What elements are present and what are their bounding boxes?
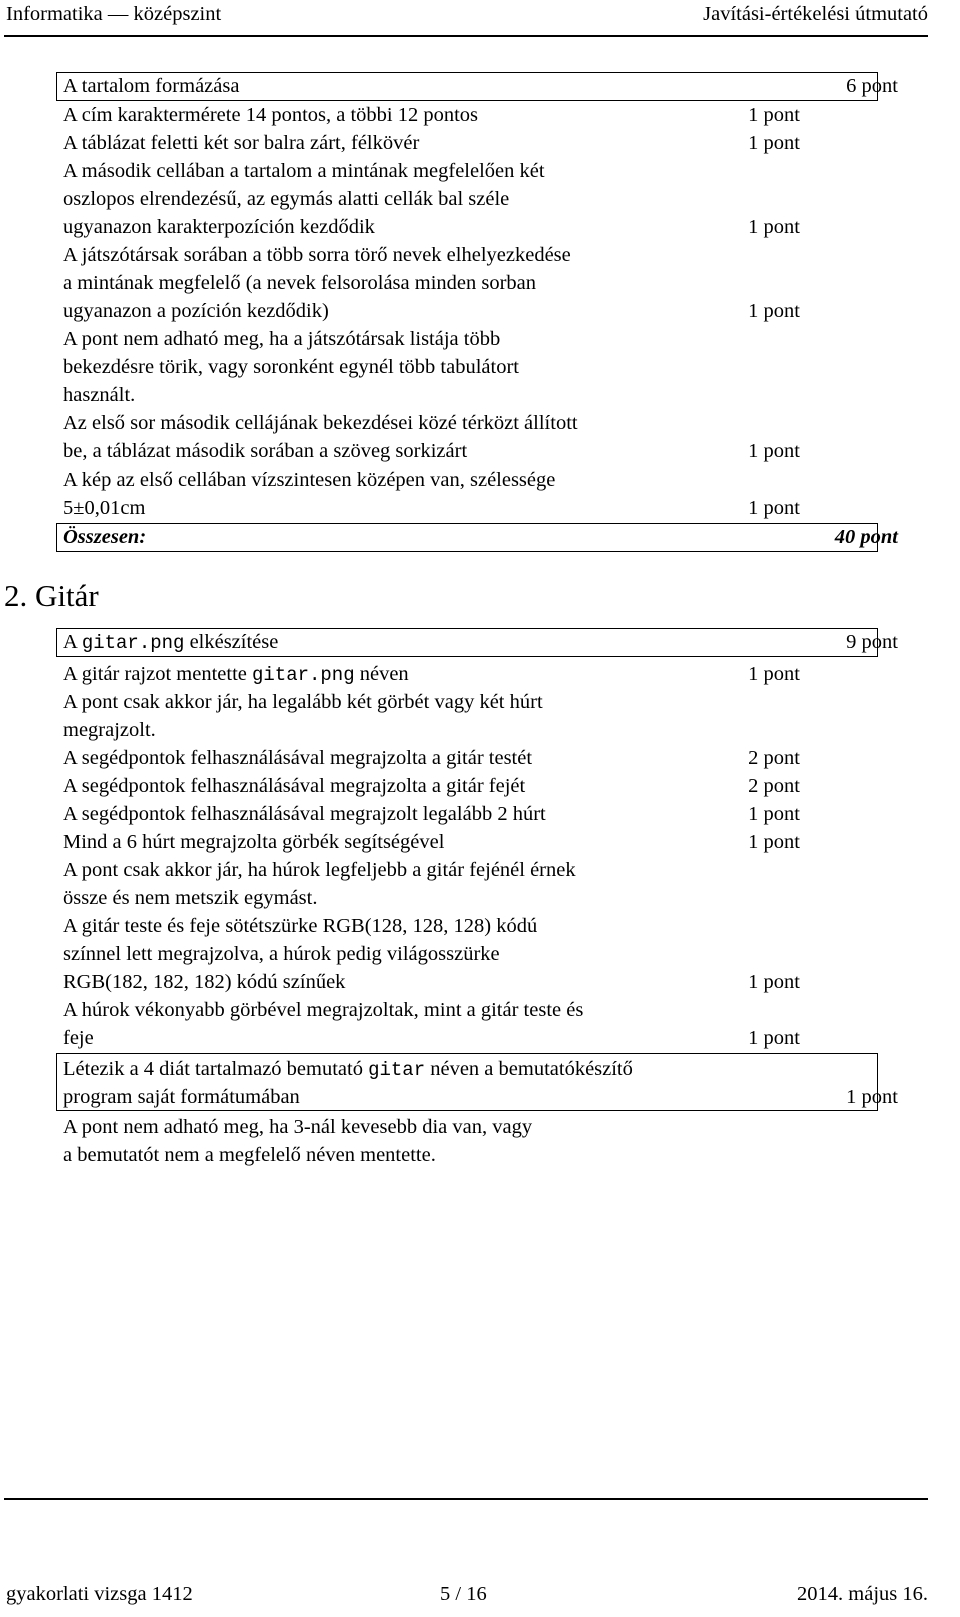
block1-line: használt. <box>63 384 136 406</box>
block1-line: Az első sor második cellájának bekezdései közé térközt állított <box>63 412 578 434</box>
block1-line: ugyanazon karakterpozíción kezdődik <box>63 216 375 238</box>
block2-points: 1 pont <box>748 831 800 853</box>
block1-heading-points: 6 pont <box>846 75 898 97</box>
block1-line: A játszótársak sorában a több sorra törő nevek elhelyezkedése <box>63 244 571 266</box>
block1-line: oszlopos elrendezésű, az egymás alatti cellák bal széle <box>63 188 510 210</box>
block2-line: feje <box>63 1027 94 1049</box>
block3-line: Létezik a 4 diát tartalmazó bemutató gitar néven a bemutatókészítő <box>63 1058 633 1081</box>
block1-total-label: Összesen: <box>63 526 147 548</box>
block2-line: A segédpontok felhasználásával megrajzolt legalább 2 húrt <box>63 803 546 825</box>
block1-line: A cím karaktermérete 14 pontos, a többi 12 pontos <box>63 104 479 126</box>
footer-date: 2014. május 16. <box>797 1583 928 1605</box>
block3-note: A pont nem adható meg, ha 3-nál kevesebb dia van, vagy <box>63 1116 533 1138</box>
block1-line: 5±0,01cm <box>63 497 146 519</box>
block1-line: A második cellában a tartalom a mintának megfelelően két <box>63 160 545 182</box>
footer-left: gyakorlati vizsga 1412 <box>6 1583 193 1605</box>
block1-line: bekezdésre törik, vagy soronként egynél több tabulátort <box>63 356 519 378</box>
block2-heading-points: 9 pont <box>846 631 898 653</box>
block2-points: 1 pont <box>748 971 800 993</box>
filename-code: gitar <box>368 1059 426 1081</box>
header-right: Javítási-értékelési útmutató <box>703 3 928 25</box>
filename-code: gitar.png <box>81 632 185 654</box>
block2-line: A húrok vékonyabb görbével megrajzoltak, mint a gitár teste és <box>63 999 584 1021</box>
block2-line: megrajzolt. <box>63 719 156 741</box>
footer-rule <box>4 1498 928 1500</box>
block1-line: ugyanazon a pozíción kezdődik) <box>63 300 329 322</box>
block2-line: A segédpontok felhasználásával megrajzolta a gitár testét <box>63 747 533 769</box>
block1-total-points: 40 pont <box>834 526 898 548</box>
block2-points: 2 pont <box>748 775 800 797</box>
block2-line: össze és nem metszik egymást. <box>63 887 318 909</box>
block2-line: A pont csak akkor jár, ha húrok legfeljebb a gitár fejénél érnek <box>63 859 576 881</box>
block1-points: 1 pont <box>748 216 800 238</box>
section-title: 2. Gitár <box>4 578 99 613</box>
block1-points: 1 pont <box>748 132 800 154</box>
block2-save-line: A gitár rajzot mentette gitar.png néven <box>63 663 409 686</box>
block2-points: 1 pont <box>748 803 800 825</box>
block2-points: 1 pont <box>748 663 800 685</box>
filename-code: gitar.png <box>251 664 355 686</box>
block2-points: 2 pont <box>748 747 800 769</box>
block2-line: Mind a 6 húrt megrajzolta görbék segítségével <box>63 831 445 853</box>
block2-points: 1 pont <box>748 1027 800 1049</box>
block1-total-box <box>56 523 878 552</box>
block1-line: A táblázat feletti két sor balra zárt, félkövér <box>63 132 420 154</box>
block1-heading: A tartalom formázása <box>63 75 240 97</box>
block3-note: a bemutatót nem a megfelelő néven mentette. <box>63 1144 436 1166</box>
block1-points: 1 pont <box>748 300 800 322</box>
block1-points: 1 pont <box>748 104 800 126</box>
block1-line: A pont nem adható meg, ha a játszótársak listája több <box>63 328 501 350</box>
block3-points: 1 pont <box>846 1086 898 1108</box>
block1-points: 1 pont <box>748 497 800 519</box>
block2-line: A segédpontok felhasználásával megrajzolta a gitár fejét <box>63 775 526 797</box>
block1-line: A kép az első cellában vízszintesen középen van, szélessége <box>63 469 556 491</box>
block1-line: a mintának megfelelő (a nevek felsorolása minden sorban <box>63 272 537 294</box>
block3-line: program saját formátumában <box>63 1086 300 1108</box>
block2-heading: A gitar.png elkészítése <box>63 631 279 654</box>
footer-page: 5 / 16 <box>440 1583 487 1605</box>
block2-line: A gitár teste és feje sötétszürke RGB(128, 128, 128) kódú <box>63 915 538 937</box>
block2-line: RGB(182, 182, 182) kódú színűek <box>63 971 346 993</box>
block2-line: színnel lett megrajzolva, a húrok pedig világosszürke <box>63 943 500 965</box>
block2-line: A pont csak akkor jár, ha legalább két görbét vagy két húrt <box>63 691 543 713</box>
header-left: Informatika — középszint <box>6 3 222 25</box>
block1-line: be, a táblázat második sorában a szöveg sorkizárt <box>63 440 468 462</box>
block1-points: 1 pont <box>748 440 800 462</box>
header-rule <box>4 35 928 37</box>
